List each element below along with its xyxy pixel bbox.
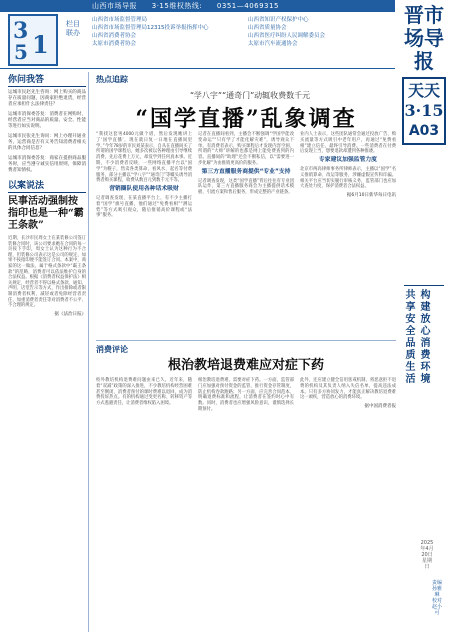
logo-digit-5: 5 [14, 40, 28, 64]
issue-date: 2025年4月20日 [420, 540, 434, 558]
article-subhead-1: 营销圈队使用各种话术吸财 [109, 186, 179, 193]
proof-name: 赵小可 [431, 604, 442, 616]
article-column-3 [300, 132, 396, 199]
article-kicker: “学八字”“通奇门”动辄收费数千元 [189, 91, 311, 100]
opinion-headline: 根治教培退费难应对症下药 [167, 358, 324, 373]
page-subtitle: 天天3·15 [404, 81, 444, 120]
opinion-body [96, 378, 396, 628]
hotline-phone: 0351—4069315 [216, 2, 279, 10]
qa-section-heading: 你问我答 [8, 72, 86, 87]
editor-info [430, 580, 444, 616]
slogan-line-2: 构建放心消费环境 [420, 290, 431, 385]
hotline-list [92, 16, 392, 66]
slogan-box [404, 290, 444, 420]
hotline-item: 太原市汽车流通协会 [248, 41, 298, 47]
left-column [8, 72, 86, 632]
date-info [420, 540, 434, 570]
hotline-item: 太原市消费者协会 [92, 41, 137, 47]
article-column-1 [96, 132, 192, 219]
proof-label: 校对 [431, 598, 442, 604]
hotline-item: 山西省市场监督管理局 [92, 17, 148, 23]
case-section-heading: 以案说法 [8, 178, 86, 193]
opinion-section-label: 消费评论 [96, 345, 128, 354]
column-tag: 栏目联办 [66, 20, 80, 37]
hotline-item: 山西省医疗纠纷人民调解委员会 [248, 33, 326, 39]
newspaper-title: 晋市场导报 [404, 3, 444, 73]
qa-answer-2: 运城市消保委答复：商家在提供商品服务时，应当遵守诚实信用原则，保障消费者知情权。 [8, 156, 86, 173]
article-paragraph: 业内人士表示，这些团队通常会通过投放广告、购买流量等方式吸引中老年用户，再通过“免费看相”建立信任，最终引导消费。一些消费者在付费后发现上当，想要退款却遭到各种推诿。 [300, 132, 396, 155]
opinion-column-1: 校外教培机构退费难问题由来已久。近年来，随着“双减”政策的深入推进，不少教培机构经营困难甚至倒闭，消费者预付的课时费难以退回，成为消费投诉热点。有的机构通过变更名称、转移资产等方式逃避责任，让消费者维权陷入困境。 [96, 378, 192, 407]
hotline-column-2 [248, 16, 398, 48]
editor-label: 责编 [431, 580, 442, 586]
issue-weekday: 星期日 [421, 558, 432, 570]
top-banner [0, 0, 395, 12]
article-column-2 [198, 132, 294, 196]
article-byline: 据6月10日新华每日电讯 [346, 193, 396, 199]
opinion-byline: 据中国消费者报 [364, 404, 396, 410]
opinion-column-2: 根治教培退费难，需要对症下药。一方面，监管部门应加强对预付资金的监管，推行资金存管制度，防止机构卷款跑路；另一方面，应完善合同范本，明确退费标准和流程，让消费者在签约时心中有数。同时，消费者也应增强风险意识，谨慎选择长期预付。 [198, 378, 294, 412]
case-body: 近期，长沙市民周女士在某装修公司签订装修合同时，该公司要求她在合同的每一页按下手印，周女士认为这种行为不合理，但装修公司表示这是公司的规定，如果不按指印便不能签订合同。本案中，商家的这一做法，属于格式条款中“霸王条款”的范畴，消费者可以依法维护自身的合法权益。根据《消费者权益保护法》相关规定，经营者不得以格式条款、通知、声明、店堂告示等方式，作出排除或者限制消费者权利、减轻或者免除经营者责任、加重消费者责任等对消费者不公平、不合理的规定。 [8, 236, 86, 309]
section-divider [96, 340, 396, 341]
article-subhead-3: 专家建议加强监管力度 [319, 157, 377, 164]
case-title: 民事活动强制按指印也是一种“霸王条款” [8, 196, 84, 231]
page-number: A03 [408, 123, 440, 139]
qa-question-1: 运城市民赵先生咨询：网上购买的商品存在质量问题，因商家拒绝退货，经营者应承担什么法律责任？ [8, 90, 86, 107]
logo-digit-1: 1 [32, 30, 49, 59]
hotline-item: 山西省知识产权保护中心 [248, 17, 309, 23]
editor-name: 孙雅琳 [431, 586, 442, 598]
article-headline: “国学直播”乱象调查 [135, 106, 357, 132]
hotline-item: 山西省市场监督管理局12315投诉举报指挥中心 [92, 25, 209, 31]
header-divider [0, 68, 395, 69]
article-subhead-2: 第三方直播服务商提供“专业”支持 [201, 168, 291, 175]
topic-label: 3·15维权热线: [151, 2, 203, 10]
hot-section-label: 热点追踪 [96, 75, 128, 84]
hotline-column-1 [92, 16, 242, 48]
article-paragraph: “我找这套男4000元做个谱，然后发现她讲上了‘国学直播’，现在就日复一日地在直播间里学。”今年78岁的市民刘某表示，自从在直播间买了所谓的国学课程后，她多次被以各种理由引导继续消费，先后花费上万元，却没学到任何真本事。近期，不少消费者反映，一些网络直播平台以“国学”为幌子，售卖各类算命、看风水、起名等付费服务，部分主播以“学八字”“通奇门”等噱头诱导消费者购买课程，收费从数百元到数千元不等。 [96, 132, 192, 184]
slogan-line-1: 共享安全品质生活 [405, 290, 416, 385]
column-logo [8, 14, 58, 66]
hotline-item: 山西省消费者协会 [92, 33, 137, 39]
page-slogan [402, 77, 446, 145]
article-paragraph: 记者在直播间看到，主播会不断强调“学国学能改变命运”“只有学了才能化解灾难”，诱导观众下单。有消费者表示，购买课程后才发现内容空洞，所谓的“大师”讲解的也都是网上能免费查到的内容。直播间的“助理”还会不断私信，以“需要进一步化解”为由推销更高价的服务。 [198, 132, 294, 166]
logo-digit-3: 3 [13, 18, 29, 44]
article-paragraph: 北京市两高律师事务所律师表示，主播以“国学”名义推销算命、改运等服务，涉嫌虚假宣传和诈骗。相关平台应当切实履行审核义务，监管部门也应加大查处力度，保护消费者合法权益。 [300, 166, 396, 190]
article-body [96, 132, 396, 312]
slogan-divider [404, 285, 444, 286]
article-paragraph: 记者调查发现，在某直播平台上，有不少主播打着“国学”旗号直播，他们通过“免费看相”“测运势”等方式吸引观众，随后推销高价课程或“法事”服务。 [96, 195, 192, 219]
masthead [402, 4, 446, 204]
opinion-column-3 [300, 378, 396, 410]
qa-answer-1: 运城市消保委答复：消费者在网购时，经营者应当对商品的质量、安全、性能等进行如实说明。 [8, 112, 86, 129]
case-source: 据《法治日报》 [54, 311, 86, 317]
opinion-paragraph: 此外，还应建立健全信用惩戒机制，将恶意拒不退费的机构及其负责人纳入失信名单，提高违法成本。只有多方协同发力，才能真正解决教培退费难这一顽疾，营造放心的消费环境。 [300, 378, 396, 401]
qa-question-2: 运城市民张先生询问：网上办理开通业务，运营商是否有义务告知消费者相关的具体合同信息？ [8, 134, 86, 151]
article-paragraph: 记者调查发现，这类“国学直播”背后往往有专业团队运作，第三方直播服务商会为主播提供话术模板、引流方案和售后服务，形成完整的产业链条。 [198, 178, 294, 196]
column-divider [88, 72, 89, 632]
hotline-item: 山西省质量协会 [248, 25, 287, 31]
section-name: 山西市场导报 [92, 2, 137, 10]
